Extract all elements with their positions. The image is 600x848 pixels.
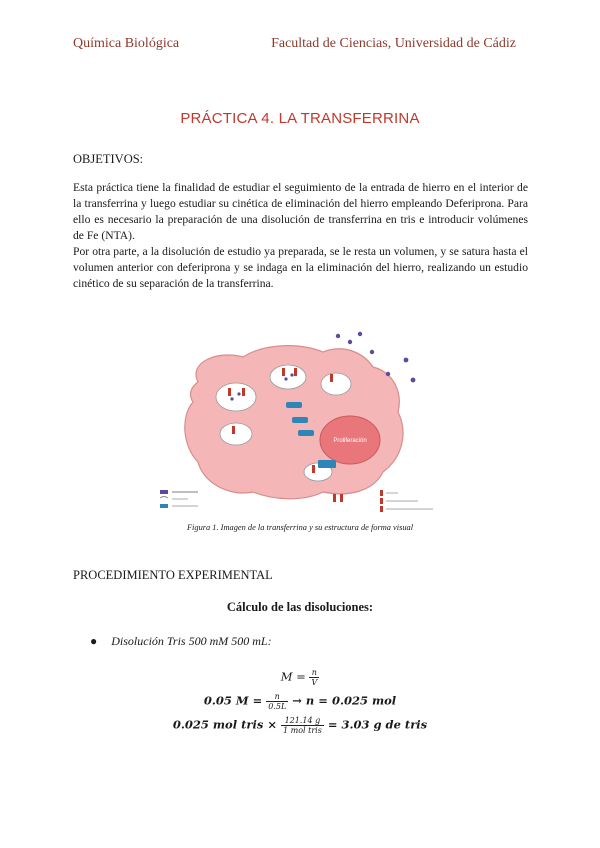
bullet-item [90, 634, 272, 649]
page-title: PRÁCTICA 4. LA TRANSFERRINA [180, 110, 420, 127]
bullet-dot-icon: ● [90, 634, 98, 648]
header-subject: Química Biológica [73, 36, 180, 51]
equation-moles: 0.05 M = $\frac{n}{0.5L}$ → n = 0.025 mol [203, 692, 397, 711]
objectives-label: OBJETIVOS: [73, 152, 144, 166]
bullet-text: Disolución Tris 500 mM 500 mL: [111, 634, 272, 648]
transferrin-cell-diagram [158, 322, 444, 512]
objectives-paragraph-2: Por otra parte, a la disolución de estudio ya preparada, se le resta un volumen, y se satura hasta el volumen anterior con deferiprona y se indaga en la eliminación del hierro, realizando un estudio cinético de su separación de la transferrina. [73, 245, 528, 290]
endosome [216, 383, 256, 411]
figure-caption: Figura 1. Imagen de la transferrina y su estructura de forma visual [186, 523, 414, 532]
endosome [321, 373, 351, 395]
endosome [220, 423, 252, 445]
endosome [270, 365, 306, 389]
objectives-paragraph-1: Esta práctica tiene la finalidad de estudiar el seguimiento de la entrada de hierro en el interior de la transferrina y luego estudiar su cinética de eliminación del hierro empleando Deferiprona. Para ello es necesario la preparación de una disolución de transferrina en tris e introducir volúmenes de Fe (NTA). [73, 181, 528, 242]
proliferation-label: Proliferación [333, 438, 367, 444]
procedure-label: PROCEDIMIENTO EXPERIMENTAL [73, 568, 273, 582]
header-institution: Facultad de Ciencias, Universidad de Cádiz [271, 36, 516, 51]
calculations-subheading: Cálculo de las disoluciones: [226, 600, 374, 614]
equation-mass: 0.025 mol tris × $\frac{121.14 g}{\text{1 mol tris}}$ = 3.03 g de tris [172, 716, 428, 735]
equation-molarity: M = $\frac{n}{V}$ [280, 668, 318, 687]
